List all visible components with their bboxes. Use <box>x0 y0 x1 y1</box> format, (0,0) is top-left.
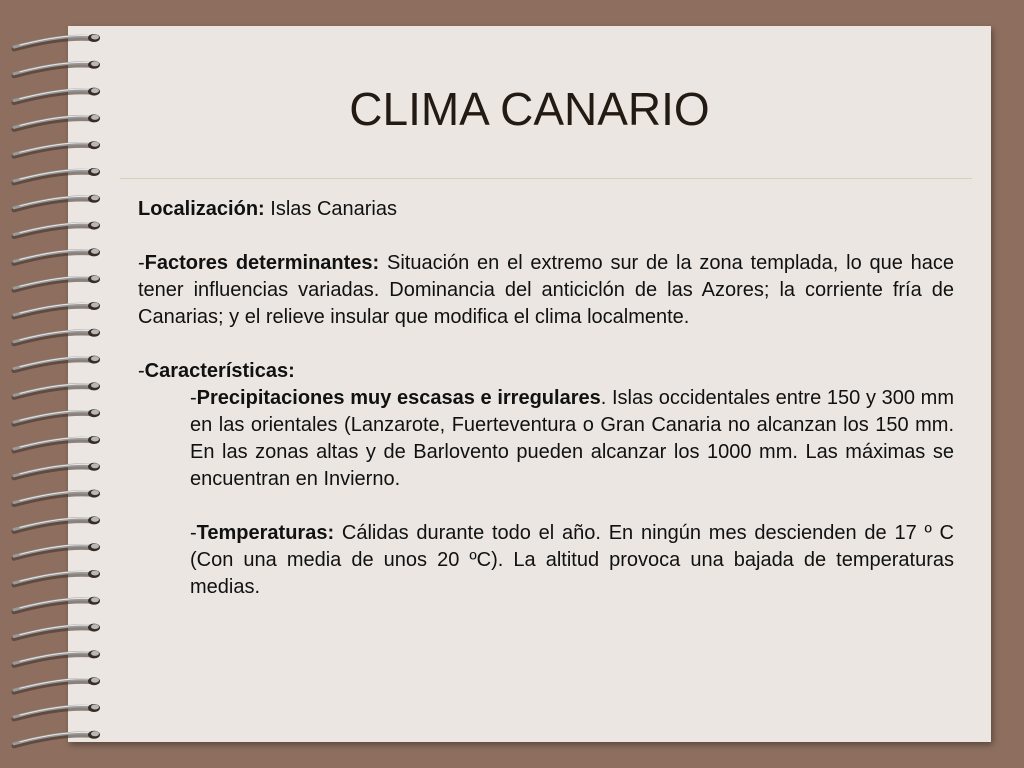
factores-label: Factores determinantes: <box>144 252 380 274</box>
spiral-binding-ring-icon <box>14 329 100 344</box>
temperaturas-dash: - <box>190 522 197 544</box>
slide-body <box>138 196 954 601</box>
spiral-binding-ring-icon <box>14 624 100 639</box>
spiral-binding-ring-icon <box>14 356 100 371</box>
precipitaciones-dash: - <box>190 387 197 409</box>
spiral-binding-ring-icon <box>14 570 100 585</box>
precipitaciones-label: Precipitaciones muy escasas e irregulares <box>196 387 601 409</box>
caracteristicas-label: Características: <box>144 360 295 382</box>
caracteristicas-heading <box>138 358 954 385</box>
spiral-binding-ring-icon <box>14 463 100 478</box>
factores-dash: - <box>138 252 145 274</box>
precipitaciones-paragraph <box>190 385 954 493</box>
spiral-binding-ring-icon <box>14 490 100 505</box>
precipitaciones-text: . Islas occidentales entre 150 y 300 mm en las orientales (Lanzarote, Fuerteventura o Gran Canaria no alcanzan los 150 mm. En las zonas altas y de Barlovento pueden alcanzar los 1000 mm. Las máximas se encuentran en Invierno. <box>190 387 954 490</box>
localizacion-paragraph <box>138 196 954 223</box>
spiral-binding-ring-icon <box>14 543 100 558</box>
temperaturas-text: Cálidas durante todo el año. En ningún mes descienden de 17 º C (Con una media de unos 20 ºC). La altitud provoca una bajada de temperaturas medias. <box>190 522 954 598</box>
spiral-binding-ring-icon <box>14 141 100 156</box>
temperaturas-label: Temperaturas: <box>196 522 335 544</box>
localizacion-text: Islas Canarias <box>264 198 397 220</box>
spiral-binding-ring-icon <box>14 248 100 263</box>
spiral-binding-ring-icon <box>14 302 100 317</box>
spiral-binding-ring-icon <box>14 34 100 49</box>
temperaturas-paragraph <box>190 520 954 601</box>
localizacion-label: Localización: <box>138 198 265 220</box>
spiral-binding-ring-icon <box>14 731 100 746</box>
spiral-binding-ring-icon <box>14 436 100 451</box>
spiral-binding-ring-icon <box>14 650 100 665</box>
spiral-binding-ring-icon <box>14 61 100 76</box>
spiral-binding-ring-icon <box>14 409 100 424</box>
spiral-binding-ring-icon <box>14 222 100 237</box>
page-title: CLIMA CANARIO <box>349 83 710 135</box>
spiral-binding-ring-icon <box>14 195 100 210</box>
spiral-binding-ring-icon <box>14 168 100 183</box>
spiral-binding-ring-icon <box>14 677 100 692</box>
factores-paragraph <box>138 250 954 331</box>
factores-text: Situación en el extremo sur de la zona templada, lo que hace tener influencias variadas. Dominancia del anticiclón de las Azores; la corriente fría de Canarias; y el relieve insular que modifica el clima localmente. <box>138 252 955 328</box>
spiral-binding-ring-icon <box>14 382 100 397</box>
spiral-binding-ring-icon <box>14 597 100 612</box>
spiral-binding-ring-icon <box>14 516 100 531</box>
title-divider <box>120 178 972 179</box>
spiral-binding-ring-icon <box>14 275 100 290</box>
caracteristicas-dash: - <box>138 360 145 382</box>
spiral-binding-ring-icon <box>14 704 100 719</box>
